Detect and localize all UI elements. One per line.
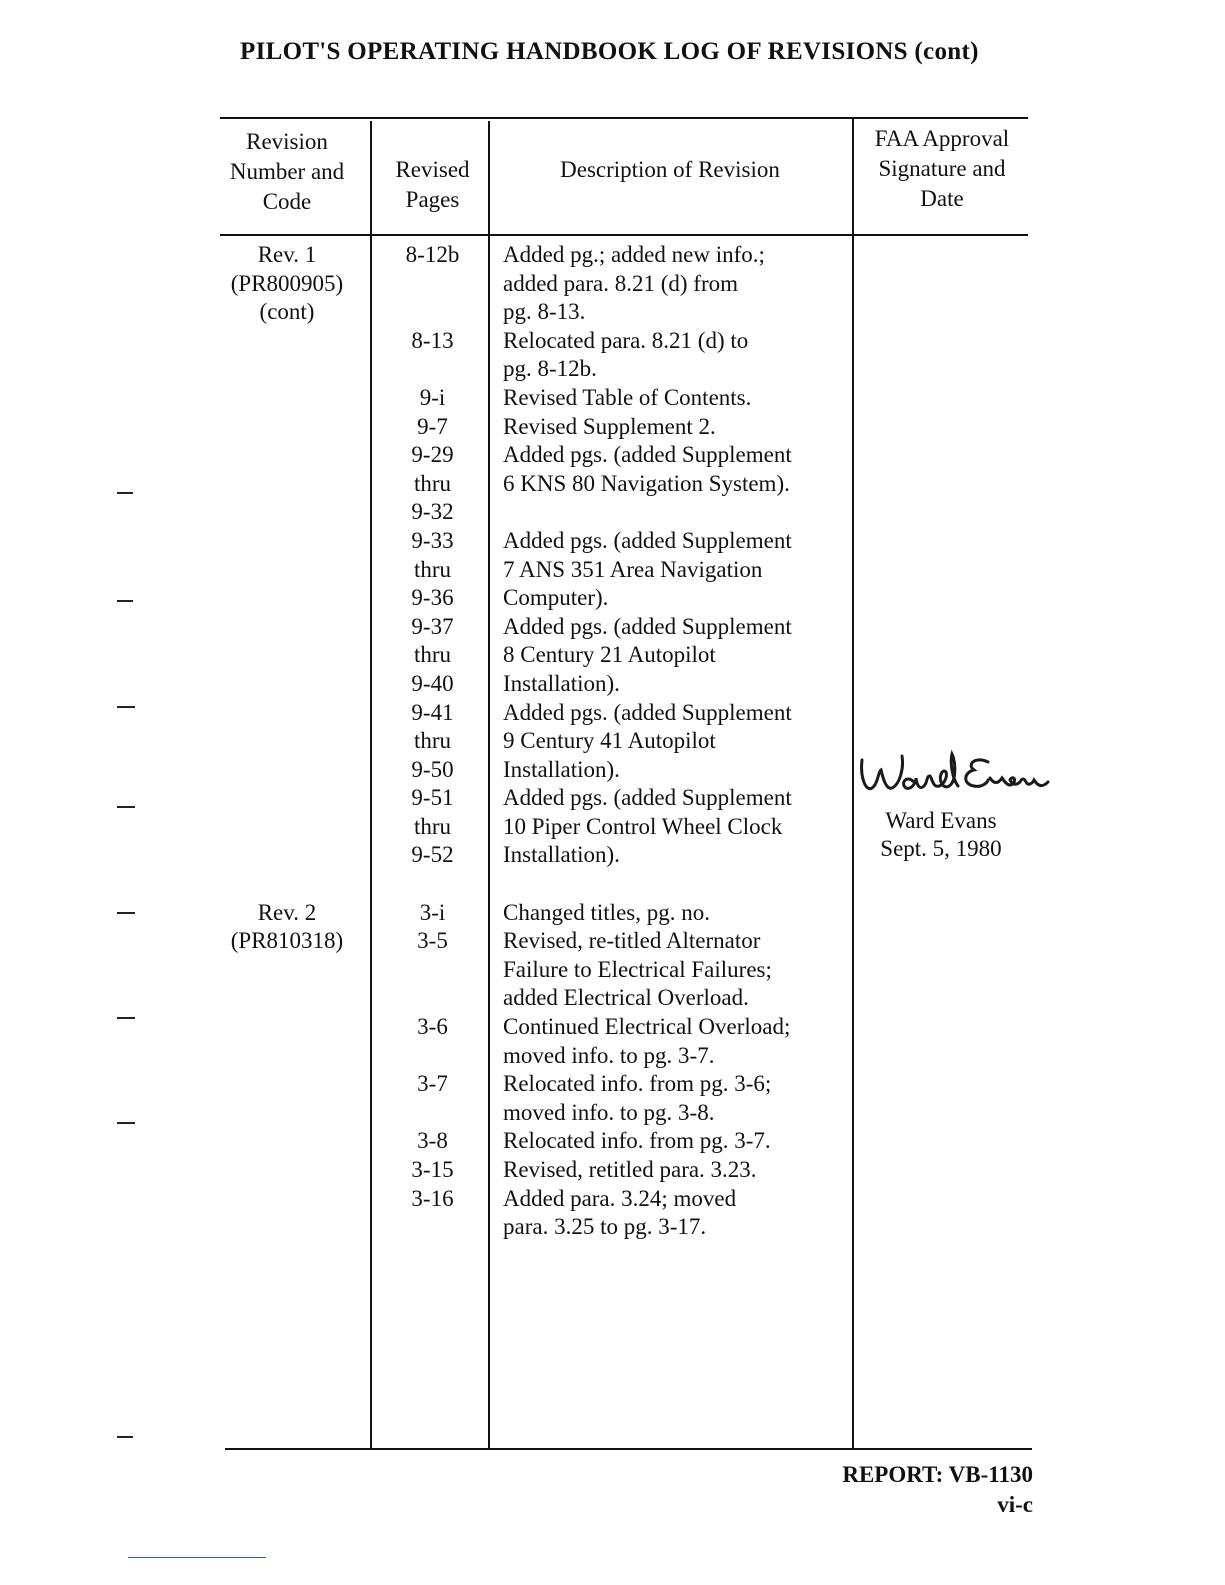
margin-mark — [117, 492, 133, 494]
revised-page: 9-7 — [417, 413, 448, 439]
revision-code — [212, 1042, 362, 1071]
revised-page: 3-6 — [417, 1014, 448, 1040]
revised-page: 8-13 — [411, 327, 454, 353]
description-line: Added pgs. (added Supplement — [503, 613, 792, 639]
revision-code — [212, 498, 362, 527]
margin-mark — [117, 706, 135, 708]
revised-page — [385, 1042, 480, 1071]
revised-page — [385, 270, 480, 299]
revised-page: 9-41 — [411, 699, 454, 725]
description-line: added para. 8.21 (d) from — [503, 270, 739, 296]
description-line: Relocated info. from pg. 3-6; — [503, 1071, 772, 1097]
revision-code — [212, 384, 362, 413]
revised-page — [385, 984, 480, 1013]
page-title: PILOT'S OPERATING HANDBOOK LOG OF REVISIONS (cont) — [240, 38, 979, 65]
column-divider-1 — [370, 121, 372, 1449]
revision-code — [212, 641, 362, 670]
description-line: Relocated para. 8.21 (d) to — [503, 327, 749, 353]
revised-page — [385, 1213, 480, 1242]
revised-page — [385, 1099, 480, 1128]
revised-page: 9-52 — [411, 842, 454, 868]
description-line: Installation). — [503, 756, 620, 782]
description-line: Added pgs. (added Supplement — [503, 785, 792, 811]
description-line: added Electrical Overload. — [503, 985, 749, 1011]
revised-page: 3-8 — [417, 1128, 448, 1154]
revised-page: 9-36 — [411, 585, 454, 611]
description-line: 7 ANS 351 Area Navigation — [503, 556, 763, 582]
column-divider-2 — [488, 121, 490, 1449]
description-line: 9 Century 41 Autopilot — [503, 728, 716, 754]
revised-pages-column — [385, 241, 480, 1242]
description-line: Relocated info. from pg. 3-7. — [503, 1128, 771, 1154]
revision-code — [212, 413, 362, 442]
revision-code-column — [212, 241, 362, 1242]
description-line: 8 Century 21 Autopilot — [503, 642, 716, 668]
revision-code — [212, 784, 362, 813]
table-bottom-rule — [225, 1448, 1032, 1450]
revised-page: 9-i — [419, 384, 446, 410]
revised-page: 3-7 — [417, 1071, 448, 1097]
revision-code: (PR800905) — [230, 270, 344, 296]
revised-page: 9-50 — [411, 756, 454, 782]
description-line: Revised Table of Contents. — [503, 384, 752, 410]
description-line: para. 3.25 to pg. 3-17. — [503, 1214, 707, 1240]
revision-code — [212, 1213, 362, 1242]
description-column — [503, 241, 853, 1242]
revision-code — [212, 1013, 362, 1042]
revised-page — [385, 956, 480, 985]
page-number: vi-c — [997, 1492, 1033, 1517]
revised-page: 9-33 — [411, 527, 454, 553]
approver-name: Ward Evans — [885, 808, 997, 833]
revised-page: thru — [413, 728, 452, 754]
revision-code — [212, 1070, 362, 1099]
handwritten-signature — [856, 748, 1051, 806]
margin-mark — [117, 1017, 135, 1019]
description-line: moved info. to pg. 3-7. — [503, 1042, 715, 1068]
revision-code: (PR810318) — [230, 928, 344, 954]
margin-mark — [117, 1436, 133, 1438]
revised-page: 8-12b — [405, 242, 460, 267]
description-line: moved info. to pg. 3-8. — [503, 1099, 715, 1125]
description-line: 6 KNS 80 Navigation System). — [503, 470, 790, 496]
revision-code — [212, 1156, 362, 1185]
revised-page: 3-16 — [411, 1185, 454, 1211]
revised-page — [385, 355, 480, 384]
description-line: pg. 8-12b. — [503, 356, 597, 382]
revision-code — [212, 613, 362, 642]
header-revision-number: Revision Number and Code — [229, 129, 345, 214]
revision-code — [212, 841, 362, 870]
revision-code — [212, 470, 362, 499]
table-top-rule — [220, 117, 1028, 119]
revision-code — [212, 1127, 362, 1156]
revision-code — [212, 584, 362, 613]
revision-code — [212, 870, 362, 899]
revised-page: 9-51 — [411, 785, 454, 811]
revision-code — [212, 1185, 362, 1214]
description-line: 10 Piper Control Wheel Clock — [503, 813, 783, 839]
description-line: Failure to Electrical Failures; — [503, 956, 772, 982]
revised-page: 9-32 — [411, 499, 454, 525]
revision-code — [212, 1099, 362, 1128]
revision-code — [212, 956, 362, 985]
revised-page: 9-37 — [411, 613, 454, 639]
revision-code — [212, 984, 362, 1013]
description-line: Added para. 3.24; moved — [503, 1185, 737, 1211]
description-line: Revised, re-titled Alternator — [503, 928, 761, 954]
revised-page: 3-5 — [417, 928, 448, 954]
description-line: Added pg.; added new info.; — [503, 242, 765, 267]
description-line — [503, 870, 853, 899]
approval-date: Sept. 5, 1980 — [880, 836, 1002, 861]
revised-page: 3-i — [419, 899, 446, 925]
revised-page — [385, 870, 480, 899]
revised-page: 9-40 — [411, 670, 454, 696]
revision-code — [212, 813, 362, 842]
revised-page: thru — [413, 556, 452, 582]
description-line: Added pgs. (added Supplement — [503, 442, 792, 468]
description-line: Added pgs. (added Supplement — [503, 699, 792, 725]
revised-page: 3-15 — [411, 1157, 454, 1182]
revision-code: (cont) — [259, 299, 315, 325]
report-number: REPORT: VB-1130 — [842, 1462, 1033, 1487]
description-line: Revised Supplement 2. — [503, 413, 716, 439]
revised-page: thru — [413, 813, 452, 839]
revised-page: thru — [413, 642, 452, 668]
margin-mark — [117, 1122, 135, 1124]
description-line: pg. 8-13. — [503, 299, 586, 325]
revision-code: Rev. 1 — [257, 242, 317, 267]
description-line: Continued Electrical Overload; — [503, 1014, 791, 1040]
revision-code — [212, 355, 362, 384]
description-line: Computer). — [503, 585, 609, 611]
revision-code — [212, 699, 362, 728]
revision-code — [212, 527, 362, 556]
description-line: Changed titles, pg. no. — [503, 899, 710, 925]
margin-mark — [117, 806, 135, 808]
revision-code — [212, 756, 362, 785]
margin-mark — [117, 600, 133, 602]
revision-code — [212, 727, 362, 756]
header-faa-approval: FAA Approval Signature and Date — [874, 126, 1010, 211]
revised-page: 9-29 — [411, 442, 454, 468]
header-description: Description of Revision — [560, 157, 780, 182]
description-line: Added pgs. (added Supplement — [503, 527, 792, 553]
header-revised-pages: Revised Pages — [395, 157, 470, 212]
bottom-rule — [128, 1557, 266, 1558]
description-line: Revised, retitled para. 3.23. — [503, 1157, 757, 1182]
revised-page: thru — [413, 470, 452, 496]
revised-page — [385, 298, 480, 327]
description-line — [503, 498, 853, 527]
revision-code — [212, 441, 362, 470]
margin-mark — [117, 912, 135, 914]
revision-code: Rev. 2 — [257, 899, 317, 925]
description-line: Installation). — [503, 670, 620, 696]
revision-code — [212, 556, 362, 585]
header-bottom-rule — [220, 234, 1028, 236]
description-line: Installation). — [503, 842, 620, 868]
revision-code — [212, 670, 362, 699]
revision-code — [212, 327, 362, 356]
